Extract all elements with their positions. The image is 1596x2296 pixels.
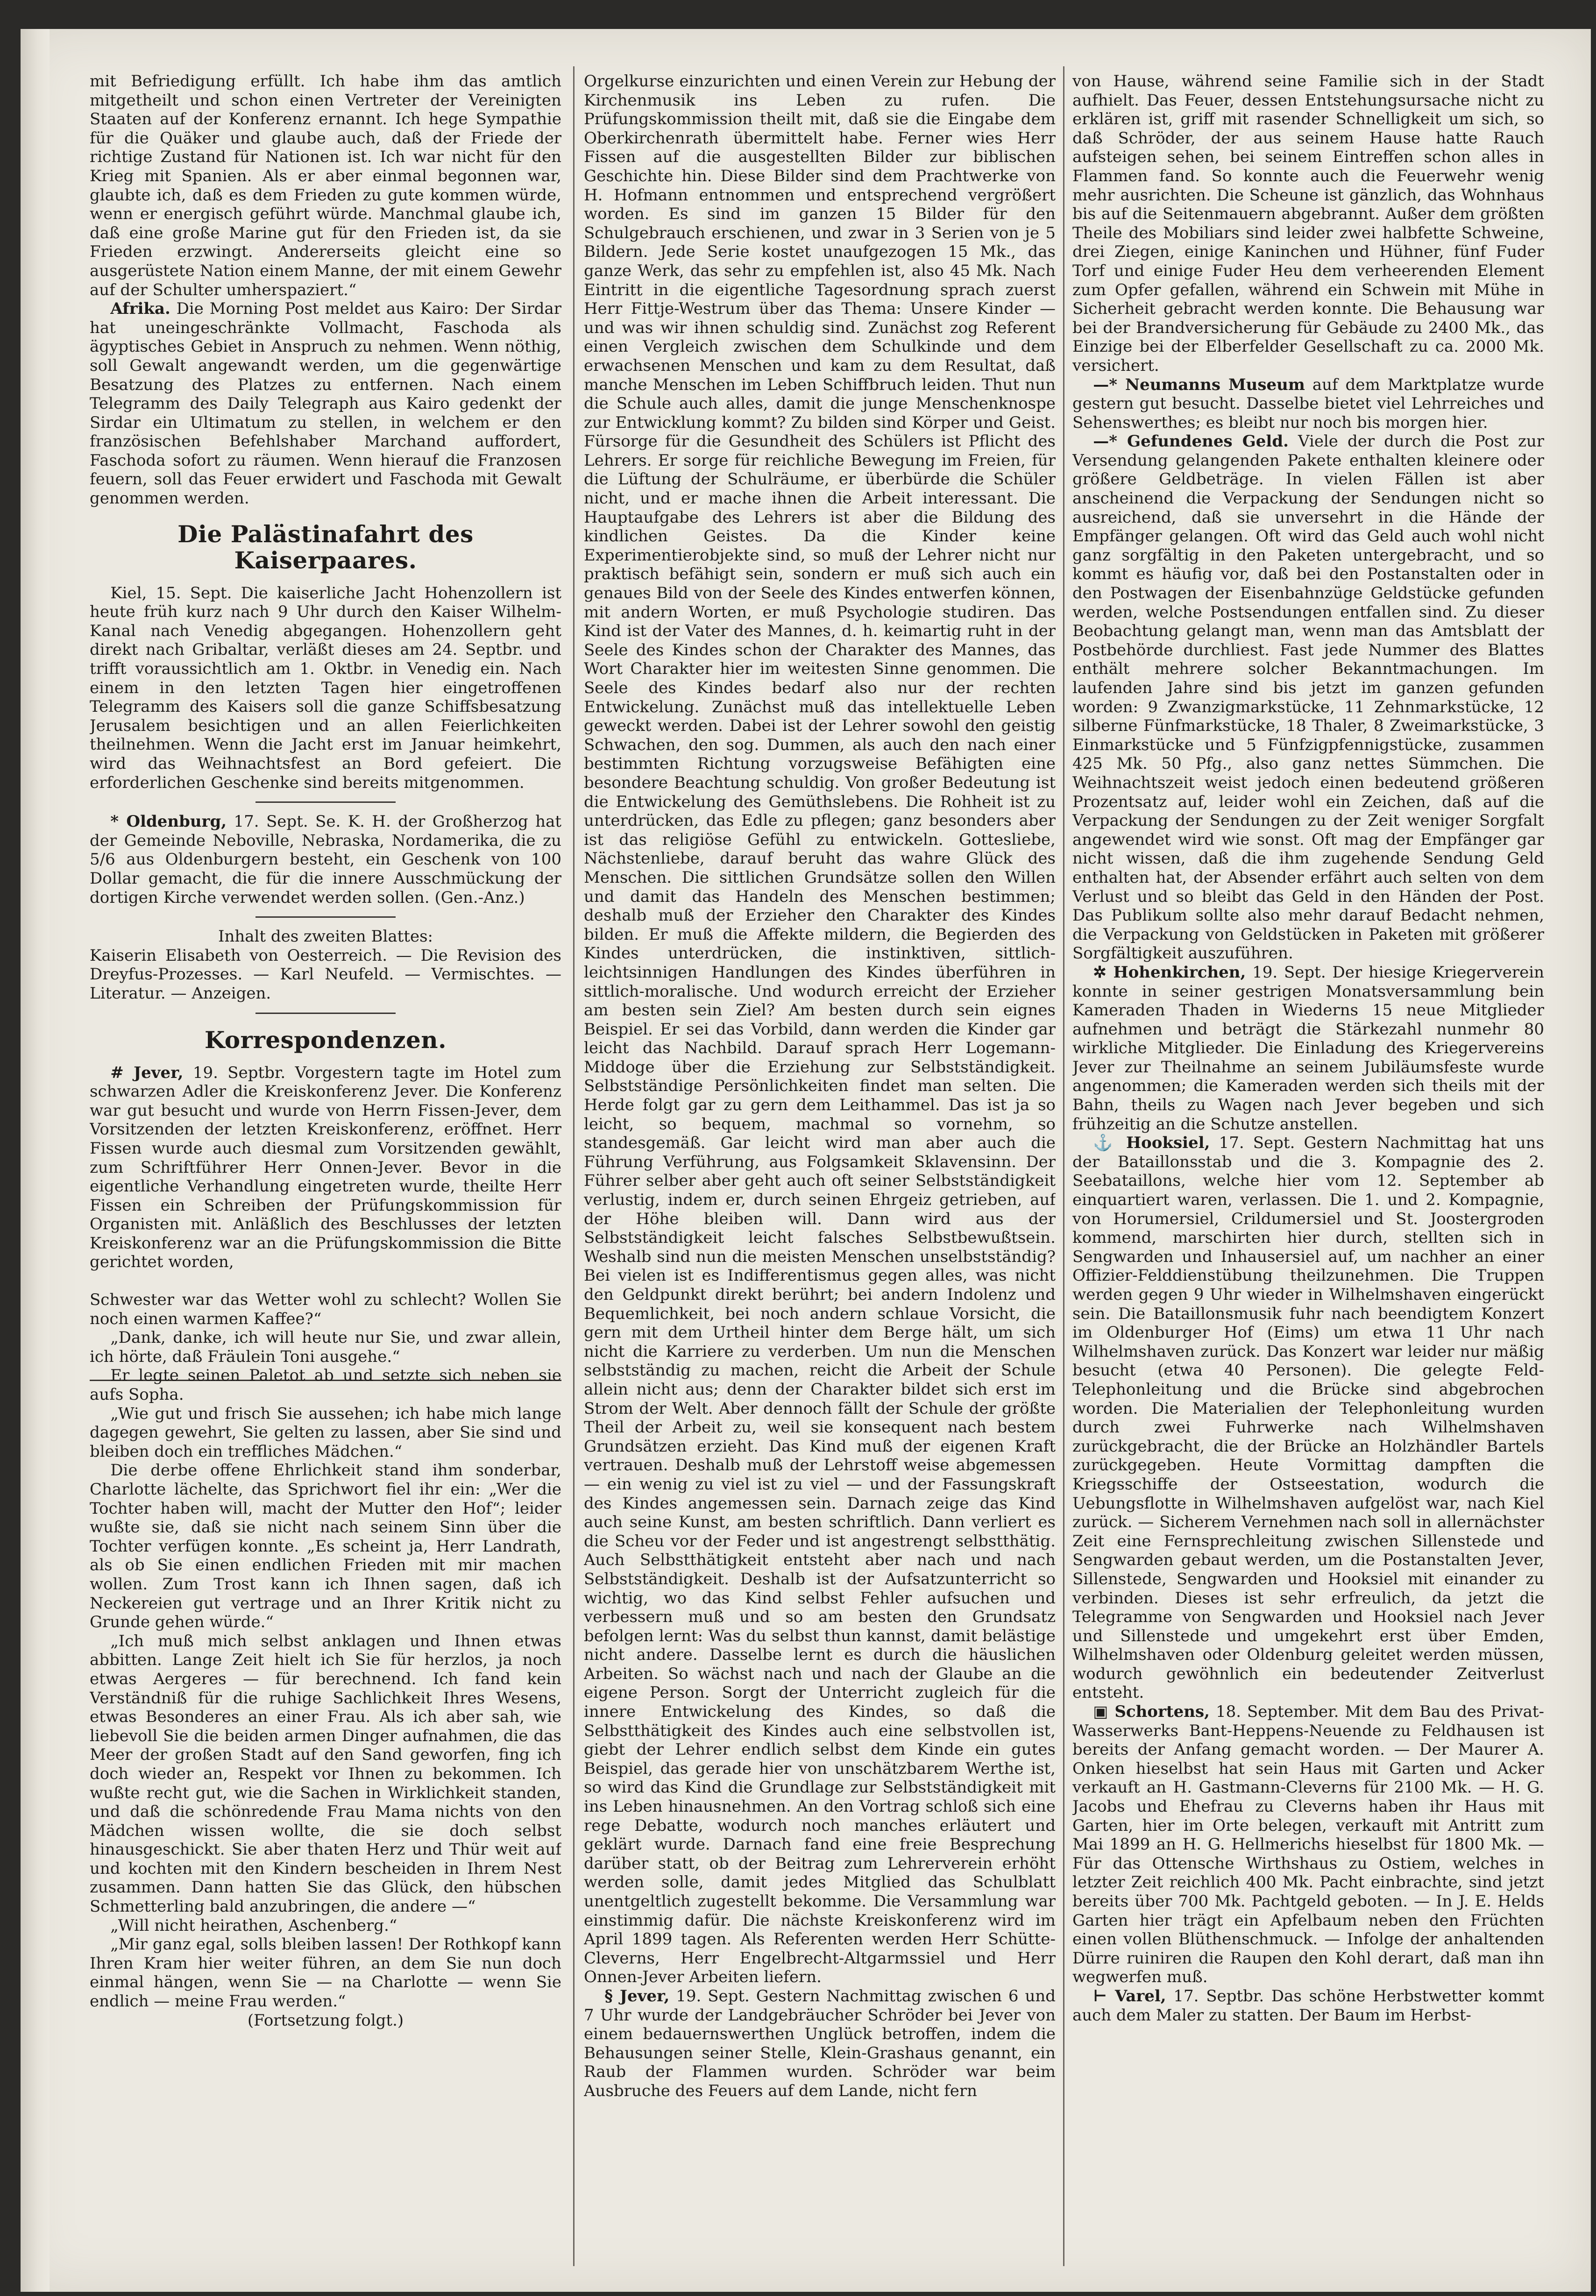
section-divider [255,1013,396,1014]
contents-list: Kaiserin Elisabeth von Oesterreich. — Die Revision des Dreyfus-Prozesses. — Karl Neufeld. — Vermischtes. — Literatur. — Anzeigen. [90,946,561,1003]
dateline-afrika: Afrika. [110,299,170,319]
news-item-oldenburg [90,812,561,907]
news-text: 17. Sept. Gestern Nachmittag hat uns der Bataillonsstab und die 3. Kompagnie des 2. Seebataillons, welche hier vom 12. September ab einquartiert waren, verlassen. Die 1. und 2. Kompagnie, von Horumersiel, Crildumersiel und St. Joostergroden kommend, marschirten hier durch, stellten sich in Sengwarden und Inhausersiel auf, um nachher an einer Offizier-Felddienstübung theilzunehmen. Die Truppen werden gegen 9 Uhr wieder in Wilhelmshaven eingerückt sein. Die Bataillonsmusik fuhr nach beendigtem Konzert im Oldenburger Hof (Eims) um etwa 11 Uhr nach Wilhelmshaven zurück. Das Konzert war leider nur mäßig besucht (etwa 40 Personen). Die gelegte Feld-Telephonleitung und die Brücke sind abgebrochen worden. Die Materialien der Telephonleitung wurden durch zwei Fuhrwerke nach Wilhelmshaven zurückgebracht, die der Brücke an Holzhändler Bartels zurückgegeben. Heute Vormittag dampften die Kriegsschiffe der Ostseestation, wodurch die Uebungsflotte in Wilhelmshaven aufgelöst war, nach Kiel zurück. — Sicherem Vernehmen nach soll in allernächster Zeit eine Fernsprechleitung zwischen Sillenstede und Sengwarden gebaut werden, um die Postanstalten Jever, Sillenstede, Sengwarden und Hooksiel mit einander zu verbinden. Dieses ist sehr erfreulich, da jetzt die Telegramme von Sengwarden und Hooksiel nach Jever und Sillenstede und umgekehrt erst über Emden, Wilhelmshaven oder Oldenburg geleitet werden müssen, wodurch gewöhnlich ein bedeutender Zeitverlust entsteht. [1072,1134,1544,1702]
serial-paragraph: Schwester war das Wetter wohl zu schlecht? Wollen Sie noch einen warmen Kaffee?“ [90,1290,561,1328]
news-text: 17. Sept. Se. K. H. der Großherzog hat der Gemeinde Neboville, Nebraska, Nordamerika, die zu 5/6 aus Oldenburgern besteht, ein Geschenk von 100 Dollar gemacht, die für die innere Ausschmückung der dortigen Kirche verwendet werden sollen. (Gen.-Anz.) [90,812,561,907]
serial-paragraph: „Wie gut und frisch Sie aussehen; ich habe mich lange dagegen gewehrt, Sie gelten zu lassen, aber Sie sind und bleiben doch ein treffliches Mädchen.“ [90,1404,561,1461]
section-divider [255,801,396,803]
news-item-afrika [90,299,561,508]
news-item-jever-fire [584,1987,1056,2101]
dateline-schortens: ▣ Schortens, [1093,1702,1210,1722]
dateline-geld: —* Gefundenes Geld. [1093,432,1289,451]
article-continuation: mit Befriedigung erfüllt. Ich habe ihm das amtlich mitgetheilt und schon einen Vertreter der Vereinigten Staaten auf der Konferenz ernannt. Ich hege Sympathie für die Quäker und glaube auch, daß der Friede der richtige Zustand für Nationen ist. Ich war nicht für den Krieg mit Spanien. Als er aber einmal begonnen war, glaubte ich, daß es dem Frieden zu gute kommen würde, wenn er energisch geführt würde. Manchmal glaube ich, daß eine große Marine gut für den Frieden ist, da sie Frieden erzwingt. Andererseits gleicht eine so ausgerüstete Nation einem Manne, der mit einem Gewehr auf der Schulter umherspaziert.“ [90,72,561,299]
news-item-schortens [1072,1702,1544,1987]
serial-paragraph: Er legte seinen Paletot ab und setzte sich neben sie aufs Sopha. [90,1366,561,1404]
dateline-oldenburg: * Oldenburg, [110,812,227,831]
news-item-kiel: Kiel, 15. Sept. Die kaiserliche Jacht Hohenzollern ist heute früh kurz nach 9 Uhr durch den Kaiser Wilhelm-Kanal nach Venedig abgegangen. Hohenzollern geht direkt nach Gribaltar, verläßt dieses am 24. Septbr. und trifft voraussichtlich am 1. Oktbr. in Venedig ein. Nach einem in den letzten Tagen hier eingetroffenen Telegramm des Kaisers soll die ganze Schiffsbesatzung Jerusalem besichtigen und an allen Feierlichkeiten theilnehmen. Wenn die Jacht erst im Januar heimkehrt, wird das Weihnachtsfest an Bord gefeiert. Die erforderlichen Geschenke sind bereits mitgenommen. [90,583,561,792]
serial-paragraph: Die derbe offene Ehrlichkeit stand ihm sonderbar, Charlotte lächelte, das Sprichwort fiel ihr ein: „Wer die Tochter haben will, macht der Mutter den Hof“; leider wußte sie, daß sie nicht nach seinem Sinn über die Tochter verfügen konnte. „Es scheint ja, Herr Landrath, als ob Sie einen endlichen Frieden mit mir machen wollen. Zum Trost kann ich Ihnen sagen, daß ich Neckereien gut vertrage und an Ihrer Kritik nicht zu Grunde gehen würde.“ [90,1461,561,1632]
column-1 [90,72,561,2267]
column-rule [1063,66,1064,2266]
news-text: auf dem Marktplatze wurde gestern gut besucht. Dasselbe bietet viel Lehrreiches und Sehenswerthes; es bleibt nur noch bis morgen hier. [1072,375,1544,432]
news-item-jever [90,1063,561,1272]
serial-paragraph: „Dank, danke, ich will heute nur Sie, und zwar allein, ich hörte, daß Fräulein Toni ausgehe.“ [90,1328,561,1366]
serial-paragraph: „Will nicht heirathen, Aschenberg.“ [110,1916,397,1935]
dateline-varel: ⊢ Varel, [1093,1986,1166,2005]
news-item-hohenkirchen [1072,963,1544,1134]
news-item-varel [1072,1987,1544,2025]
serial-continued-note: (Fortsetzung folgt.) [247,2011,404,2030]
news-text: 18. September. Mit dem Bau des Privat-Wasserwerks Bant-Heppens-Neuende zu Feldhausen ist bereits der Anfang gemacht worden. — Der Maurer A. Onken hieselbst hat sein Haus mit Garten und Acker verkauft an H. Gastmann-Cleverns für 2100 Mk. — H. G. Jacobs und Ehefrau zu Cleverns haben ihr Haus mit Garten, hier im Orte belegen, verkauft mit Antritt zum Mai 1899 an H. G. Hellmerichs hieselbst für 1800 Mk. — Für das Ottensche Wirthshaus zu Ostiem, welches in letzter Zeit reichlich 400 Mk. Pacht einbrachte, sind jetzt bereits über 700 Mk. Pachtgeld geboten. — In J. E. Helds Garten hier trägt ein Apfelbaum neben den Früchten einen vollen Blüthenschmuck. — Infolge der anhaltenden Dürre ruiniren die Raupen den Kohl derart, daß man ihn wegwerfen muß. [1072,1702,1544,1987]
news-item-museum [1072,376,1544,432]
column-2 [584,72,1056,2267]
dateline-jever: § Jever, [604,1986,670,2005]
dateline-jever: # Jever, [110,1063,184,1082]
column-3 [1072,72,1544,2267]
dateline-hooksiel: ⚓ Hooksiel, [1093,1134,1210,1153]
serial-paragraph: „Mir ganz egal, solls bleiben lassen! Der Rothkopf kann Ihren Kram hier weiter führen, an dem Sie nun doch einmal hängen, wenn Sie — na Charlotte — wenn Sie endlich — meine Frau werden.“ [90,1935,561,2011]
contents-title: Inhalt des zweiten Blattes: [218,927,433,946]
column-rule [573,66,575,2266]
news-item-geld [1072,432,1544,963]
article-continuation: von Hause, während seine Familie sich in der Stadt aufhielt. Das Feuer, dessen Entstehungsursache nicht zu erklären ist, griff mit rasender Schnelligkeit um sich, so daß Schröder, der aus seinem Hause hatte Rauch aufsteigen sehen, bei seinem Eintreffen schon alles in Flammen fand. So konnte auch die Feuerwehr wenig mehr ausrichten. Die Scheune ist gänzlich, das Wohnhaus bis auf die Seitenmauern abgebrannt. Außer dem größten Theile des Mobiliars sind leider zwei halbfette Schweine, drei Ziegen, einige Kaninchen und Hühner, fünf Fuder Torf und einige Fuder Heu dem verheerenden Element zum Opfer gefallen, während ein Schwein mit Mühe in Sicherheit gebracht werden konnte. Die Behausung war bei der Brandversicherung für Gebäude zu 2400 Mk., das Einzige bei der Elberfelder Gesellschaft zu ca. 2000 Mk. versichert. [1072,72,1544,375]
dateline-hohenkirchen: ✲ Hohenkirchen, [1093,963,1246,982]
section-divider [255,916,396,918]
serial-paragraph: „Ich muß mich selbst anklagen und Ihnen etwas abbitten. Lange Zeit hielt ich Sie für herzlos, ja noch etwas Aergeres — für berechnend. Ich fand kein Verständniß für die ruhige Sachlichkeit Ihres Wesens, etwas Besonderes an einer Frau. Als ich aber sah, wie liebevoll Sie die beiden armen Dinger aufnahmen, die das Meer der großen Stadt auf den Sand geworfen, fing ich doch wieder an, Respekt vor Ihnen zu bekommen. Ich wußte recht gut, wie die Sachen in Wirklichkeit standen, und daß die schönredende Frau Mama nichts von den Mädchen wissen wollte, die sie doch selbst hinausgeschickt. Sie aber thaten Herz und Thür weit auf und kochten mit den Kindern bescheiden in Ihrem Nest zusammen. Dann hatten Sie das Glück, den hübschen Schmetterling bald anzubringen, die andere —“ [90,1631,561,1916]
section-heading-palaestinafahrt: Die Palästinafahrt des Kaiserpaares. [177,520,474,574]
news-item-hooksiel [1072,1134,1544,1702]
article-continuation: Orgelkurse einzurichten und einen Verein zur Hebung der Kirchenmusik ins Leben zu rufen. Die Prüfungskommission theilt mit, daß sie die Eingabe dem Oberkirchenrath übermittelt habe. Ferner wies Herr Fissen auf die ausgestellten Bilder zur biblischen Geschichte hin. Diese Bilder sind dem Prachtwerke von H. Hofmann entnommen und entsprechend vergrößert worden. Es sind im ganzen 15 Bilder für den Schulgebrauch erschienen, und zwar in 3 Serien von je 5 Bildern. Jede Serie kostet unaufgezogen 15 Mk., das ganze Werk, das sehr zu empfehlen ist, also 45 Mk. Nach Eintritt in die eigentliche Tagesordnung sprach zuerst Herr Fittje-Westrum über das Thema: Unsere Kinder — und was wir ihnen schuldig sind. Zunächst zog Referent einen Vergleich zwischen dem Schulkinde und dem erwachsenen Menschen und kam zu dem Resultat, daß manche Menschen im Leben Schiffbruch leiden. Thut nun die Schule auch alles, damit die junge Menschenknospe zur Entwicklung kommt? Zu bilden sind Körper und Geist. Fürsorge für die Gesundheit des Schülers ist Pflicht des Lehrers. Er sorge für reichliche Bewegung im Freien, für die Lüftung der Schulräume, er überbürde die Schüler nicht, und er mache ihnen die Arbeit interessant. Die Hauptaufgabe des Lehrers ist aber die Bildung des kindlichen Geistes. Da die Kinder keine Experimentierobjekte sind, so muß der Lehrer nicht nur praktisch befähigt sein, sondern er muß sich auch ein genaues Bild von der Seele des Kindes entwerfen können, mit andern Worten, er muß Psychologie studiren. Das Kind ist der Vater des Mannes, d. h. keimartig ruht in der Seele des Kindes schon der Charakter des Mannes, das Wort Charakter hier im weitesten Sinne genommen. Die Seele des Kindes bedarf also nur der rechten Entwickelung. Zunächst muß das intellektuelle Leben geweckt werden. Dabei ist der Lehrer sowohl den geistig Schwachen, den sog. Dummen, als auch den nach einer bestimmten Richtung vorzugsweise Befähigten eine besondere Beachtung schuldig. Von großer Bedeutung ist die Entwickelung des Gemüthslebens. Die Rohheit ist zu unterdrücken, das Edle zu pflegen; ganz besonders aber ist das religiöse Gefühl zu entwickeln. Gottesliebe, Nächstenliebe, darauf beruht das wahre Glück des Menschen. Die sittlichen Grundsätze sollen den Willen und damit das Handeln des Menschen bestimmen; deshalb muß der Erzieher den Charakter des Kindes bilden. Er muß die Affekte mildern, die Begierden des Kindes unterdrücken, die instinktiven, sittlich-leichtsinnigen Handlungen des Kindes überführen in sittlich-moralische. Und wodurch erreicht der Erzieher am besten sein Ziel? Am besten durch sein eignes Beispiel. Er sei das Vorbild, dann werden die Kinder gar leicht das Nachbild. Darauf sprach Herr Logemann-Middoge über die Erziehung zur Selbstständigkeit. Selbstständige Persönlichkeiten findet man selten. Die Herde folgt gar zu gern dem Leithammel. Das ist ja so leicht, so bequem, machmal so vornehm, so standesgemäß. Gar leicht wird man aber auch die Führung Verführung, aus Folgsamkeit Sklavensinn. Der Führer selber aber geht auch oft seiner Selbstständigkeit verlustig, indem er, durch seinen Ehrgeiz getrieben, auf der Höhe bleiben will. Dann wird aus der Selbstständigkeit leicht falsches Selbstbewußtsein. Weshalb sind nun die meisten Menschen unselbstständig? Bei vielen ist es Indifferentismus gegen alles, was nicht den Geldpunkt direkt berührt; bei andern Indolenz und Bequemlichkeit, bei noch andern schlaue Vorsicht, die gern mit dem Urtheil hinter dem Berge hält, um sich nicht die Karriere zu verderben. Um nun die Menschen selbstständig zu machen, reicht die Arbeit der Schule allein nicht aus; denn der Charakter bildet sich erst im Strom der Welt. Aber dennoch fällt der Schule der größte Theil der Arbeit zu, weil sie konsequent nach bestem Grundsätzen erzieht. Das Kind muß der eigenen Kraft vertrauen. Deshalb muß der Lehrstoff weise abgemessen — ein wenig zu viel ist zu viel — und der Fassungskraft des Kindes angemessen sein. Darnach zeige das Kind auch seine Kunst, am besten schriftlich. Dann verliert es die Scheu vor der Feder und ist angestrengt selbstthätig. Auch Selbstthätigkeit entsteht aber nach und nach Selbstständigkeit. Deshalb ist der Aufsatzunterricht so wichtig, wo das Kind selbst Fehler aufsuchen und verbessern muß und so am besten den Grundsatz befolgen lernt: Was du selbst thun kannst, damit belästige nicht andere. Dasselbe lernt es durch die häuslichen Arbeiten. So wächst nach und nach der Glaube an die eigene Person. Sorgt der Unterricht zugleich für die innere Entwickelung des Kindes, so daß die Selbstthätigkeit des Kindes auch eine selbstvollen ist, giebt der Lehrer endlich selbst dem Kinde ein gutes Beispiel, das gerade hier von unschätzbarem Werthe ist, so wird das Kind die Grundlage zur Selbstständigkeit mit ins Leben hinausnehmen. An den Vortrag schloß sich eine rege Debatte, wodurch noch manches erläutert und geklärt wurde. Darnach fand eine freie Besprechung darüber statt, ob der Beitrag zum Lehrerverein erhöht werden solle, damit jedes Mitglied das Schulblatt unentgeltlich zugestellt bekomme. Die Versammlung war einstimmig dafür. Die nächste Kreiskonferenz wird im April 1899 tagen. Als Referenten werden Herr Schütte-Cleverns, Herr Engelbrecht-Altgarmssiel und Herr Onnen-Jever Arbeiten liefern. [584,72,1056,1987]
newspaper-page [21,29,1591,2292]
section-heading-korrespondenzen: Korrespondenzen. [204,1026,447,1054]
news-text: Viele der durch die Post zur Versendung gelangenden Pakete enthalten kleinere oder größere Geldbeträge. In vielen Fällen ist aber anscheinend die Verpackung der Sendungen nicht so ausreichend, daß sie unversehrt in die Hände der Empfänger gelangen. Oft wird das Geld auch wohl nicht ganz sorgfältig in den Paketen untergebracht, und so kommt es häufig vor, daß bei den Postanstalten oder in den Postwagen der Eisenbahnzüge Geldstücke gefunden werden, welche Postsendungen entfallen sind. Zu dieser Beobachtung gelangt man, wenn man das Amtsblatt der Postbehörde durchliest. Fast jede Nummer des Blattes enthält mehrere solcher Bekanntmachungen. Im laufenden Jahre sind bis jetzt im ganzen gefunden worden: 9 Zwanzigmarkstücke, 11 Zehnmarkstücke, 12 silberne Fünfmarkstücke, 18 Thaler, 8 Zweimarkstücke, 3 Einmarkstücke und 5 Fünfzigpfennigstücke, zusammen 425 Mk. 50 Pfg., also ganz nettes Sümmchen. Die Weihnachtszeit weist jedoch einen bedeutend größeren Prozentsatz auf, leider wohl ein Zeichen, daß auf die Verpackung der Sendungen zu der Zeit weniger Sorgfalt angewendet wird wie sonst. Oft mag der Empfänger gar nicht wissen, daß die ihm zugehende Sendung Geld enthalten hat, der Absender erfährt auch selten von dem Verlust und so bleibt das Geld in den Händen der Post. Das Publikum sollte also mehr darauf Bedacht nehmen, die Verpackung von Geldstücken in Paketen mit größerer Sorgfältigkeit auszuführen. [1072,432,1544,963]
dateline-museum: —* Neumanns Museum [1093,375,1305,394]
news-text: Die Morning Post meldet aus Kairo: Der Sirdar hat uneingeschränkte Vollmacht, Faschoda als ägyptisches Gebiet in Anspruch zu nehmen. Wenn nöthig, soll Gewalt angewandt werden, um die gegenwärtige Besatzung des Platzes zu entfernen. Nach einem Telegramm des Daily Telegraph aus Kairo gedenkt der Sirdar ein Ultimatum zu stellen, in welchem er den französischen Befehlshaber Marchand auffordert, Faschoda sofort zu räumen. Wenn hierauf die Franzosen feuern, soll das Feuer erwidert und Faschoda mit Gewalt genommen werden. [90,299,561,508]
news-text: 19. Septbr. Vorgestern tagte im Hotel zum schwarzen Adler die Kreiskonferenz Jever. Die Konferenz war gut besucht und wurde von Herrn Fissen-Jever, dem Vorsitzenden der letzten Kreiskonferenz, eröffnet. Herr Fissen wurde auch diesmal zum Vorsitzenden gewählt, zum Schriftführer Herr Onnen-Jever. Bevor in die eigentliche Verhandlung eingetreten wurde, theilte Herr Fissen ein Schreiben der Prüfungskommission für Organisten mit. Anläßlich des Beschlusses der letzten Kreiskonferenz war an die Prüfungskommission die Bitte gerichtet worden, [90,1063,561,1272]
news-text: 19. Sept. Der hiesige Kriegerverein konnte in seiner gestrigen Monatsversammlung bein Kameraden Thaden in Wiederns 15 neue Mitglieder aufnehmen und beträgt die Stärkezahl nunmehr 80 wirkliche Mitglieder. Die Einladung des Kriegervereins Jever zur Theilnahme an seinem Jubiläumsfeste wurde angenommen; die Kameraden werden sich theils mit der Bahn, theils zu Wagen nach Jever begeben und sich frühzeitig an die Schutze anstellen. [1072,963,1544,1134]
news-text: 17. Septbr. Das schöne Herbstwetter kommt auch dem Maler zu statten. Der Baum im Herbst- [1072,1986,1544,2025]
page-binding-edge [21,29,50,2292]
news-text: 19. Sept. Gestern Nachmittag zwischen 6 und 7 Uhr wurde der Landgebräucher Schröder bei Jever von einem bedauernswerthen Unglück betroffen, indem die Behausungen seiner Stelle, Klein-Grashaus genannt, ein Raub der Flammen wurden. Schröder war beim Ausbruche des Feuers auf dem Lande, nicht fern [584,1986,1056,2100]
